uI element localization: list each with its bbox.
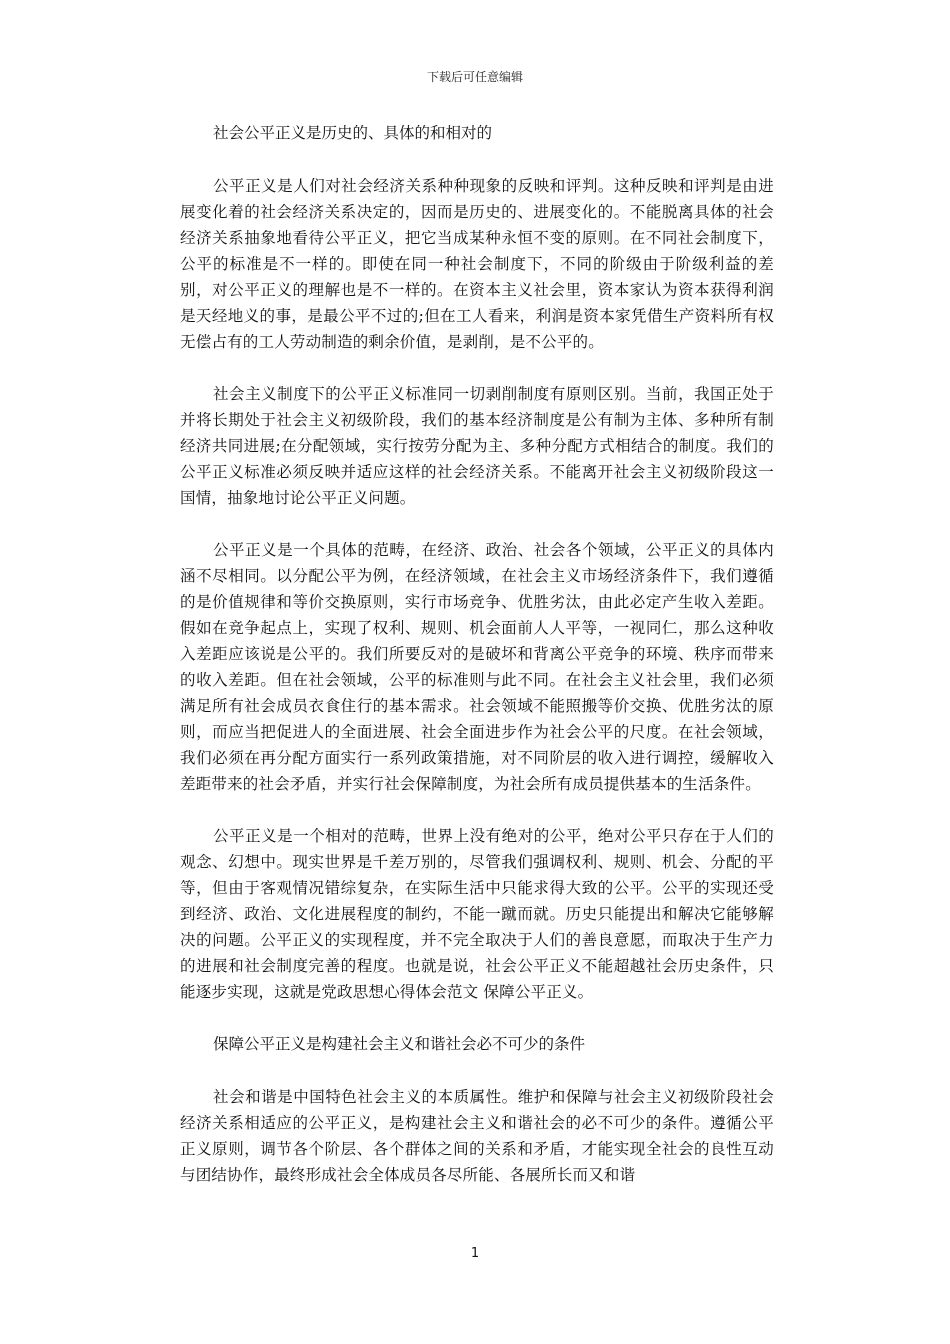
paragraph: 公平正义是人们对社会经济关系种种现象的反映和评判。这种反映和评判是由进展变化着的社会经济关系决定的，因而是历史的、进展变化的。不能脱离具体的社会经济关系抽象地看待公平正义，把它当成某种永恒不变的原则。在不同社会制度下，公平的标准是不一样的。即使在同一种社会制度下，不同的阶级由于阶级利益的差别，对公平正义的理解也是不一样的。在资本主义社会里，资本家认为资本获得利润是天经地义的事，是最公平不过的;但在工人看来，利润是资本家凭借生产资料所有权无偿占有的工人劳动制造的剩余价值，是剥削，是不公平的。 [180, 177, 774, 351]
page-number: 1 [470, 1246, 480, 1261]
paragraph: 公平正义是一个相对的范畴，世界上没有绝对的公平，绝对公平只存在于人们的观念、幻想中。现实世界是千差万别的，尽管我们强调权利、规则、机会、分配的平等，但由于客观情况错综复杂，在实际生活中只能求得大致的公平。公平的实现还受到经济、政治、文化进展程度的制约，不能一蹴而就。历史只能提出和解决它能够解决的问题。公平正义的实现程度，并不完全取决于人们的善良意愿，而取决于生产力的进展和社会制度完善的程度。也就是说，社会公平正义不能超越社会历史条件，只能逐步实现，这就是党政思想心得体会范文 保障公平正义。 [180, 827, 774, 1001]
document-body [180, 120, 774, 1214]
paragraph: 公平正义是一个具体的范畴，在经济、政治、社会各个领域，公平正义的具体内涵不尽相同。以分配公平为例，在经济领域，在社会主义市场经济条件下，我们遵循的是价值规律和等价交换原则，实行市场竞争、优胜劣汰，由此必定产生收入差距。假如在竞争起点上，实现了权利、规则、机会面前人人平等，一视同仁，那么这种收入差距应该说是公平的。我们所要反对的是破坏和背离公平竞争的环境、秩序而带来的收入差距。但在社会领域，公平的标准则与此不同。在社会主义社会里，我们必须满足所有社会成员衣食住行的基本需求。社会领域不能照搬等价交换、优胜劣汰的原则，而应当把促进人的全面进展、社会全面进步作为社会公平的尺度。在社会领域，我们必须在再分配方面实行一系列政策措施，对不同阶层的收入进行调控，缓解收入差距带来的社会矛盾，并实行社会保障制度，为社会所有成员提供基本的生活条件。 [180, 541, 774, 793]
paragraph: 社会主义制度下的公平正义标准同一切剥削制度有原则区别。当前，我国正处于并将长期处于社会主义初级阶段，我们的基本经济制度是公有制为主体、多种所有制经济共同进展;在分配领域，实行按劳分配为主、多种分配方式相结合的制度。我们的公平正义标准必须反映并适应这样的社会经济关系。不能离开社会主义初级阶段这一国情，抽象地讨论公平正义问题。 [180, 385, 774, 507]
section-heading: 社会公平正义是历史的、具体的和相对的 [213, 124, 493, 142]
section-heading: 保障公平正义是构建社会主义和谐社会必不可少的条件 [213, 1035, 586, 1053]
paragraph: 社会和谐是中国特色社会主义的本质属性。维护和保障与社会主义初级阶段社会经济关系相适应的公平正义，是构建社会主义和谐社会的必不可少的条件。遵循公平正义原则，调节各个阶层、各个群体之间的关系和矛盾，才能实现全社会的良性互动与团结协作，最终形成社会全体成员各尽所能、各展所长而又和谐 [180, 1088, 774, 1184]
header-note: 下载后可任意编辑 [426, 70, 523, 84]
